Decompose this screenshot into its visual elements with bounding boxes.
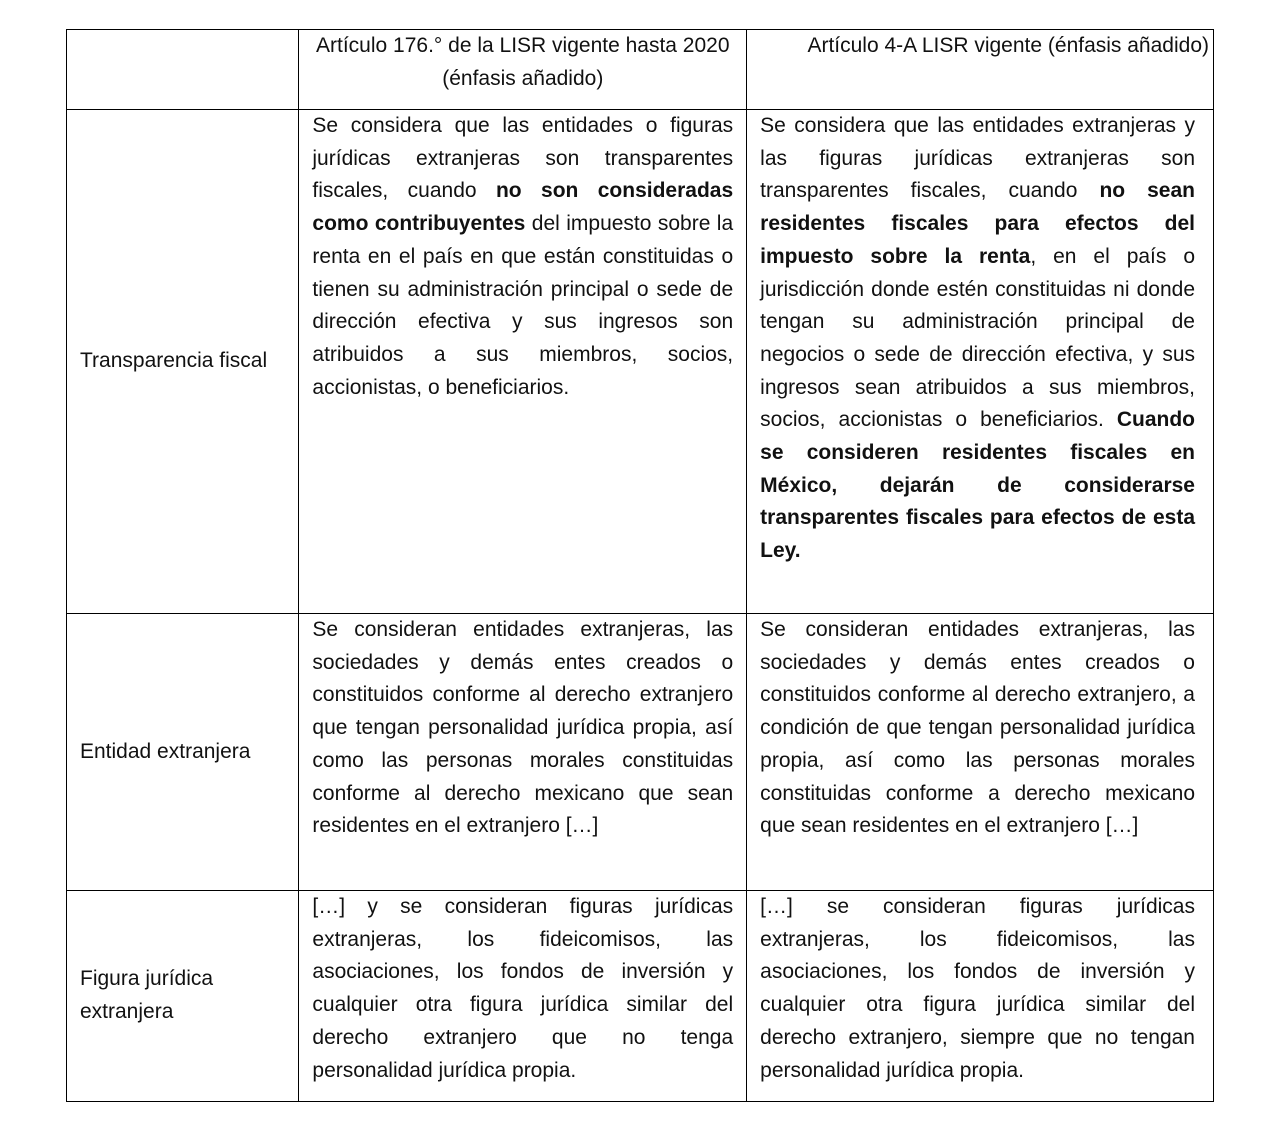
current-law-text: Se consideran entidades extranjeras, las sociedades y demás entes creados o constituidos conforme al derecho extranjero, a condición de que tengan personalidad jurídica propia, así como las personas morales constituidas conforme a derecho mexicano que sean residentes en el extranjero […] [747,614,1214,891]
emphasis-text: no sean residentes fiscales para efectos del impuesto sobre la renta [760,179,1195,268]
row-label: Entidad extranjera [67,614,299,891]
text-segment: Se considera que las entidades extranjeras y las figuras jurídicas extranjeras son transparentes fiscales, cuando [760,114,1195,203]
row-label: Transparencia fiscal [67,110,299,614]
header-current-law: Artículo 4-A LISR vigente (énfasis añadido) [747,30,1214,110]
header-old-law: Artículo 176.° de la LISR vigente hasta 2020 (énfasis añadido) [299,30,747,110]
text-segment: Se considera que las entidades o figuras jurídicas extranjeras son transparentes fiscales, cuando [312,114,734,203]
current-law-text [747,110,1214,614]
header-row [67,30,1214,110]
old-law-text [299,110,747,614]
comparison-table [66,29,1214,1102]
table-row-transparencia [67,110,1214,614]
table-row-figura [67,891,1214,1102]
header-empty-cell [67,30,299,110]
current-law-text: […] se consideran figuras jurídicas extranjeras, los fideicomisos, las asociaciones, los fondos de inversión y cualquier otra figura jurídica similar del derecho extranjero, siempre que no tengan personalidad jurídica propia. [747,891,1214,1102]
emphasis-text: no son consideradas como contribuyentes [312,179,734,236]
table-row-entidad [67,614,1214,891]
emphasis-text: Cuando se consideren residentes fiscales en México, dejarán de considerarse transparentes fiscales para efectos de esta Ley. [760,408,1195,563]
old-law-text: Se consideran entidades extranjeras, las sociedades y demás entes creados o constituidos conforme al derecho extranjero que tengan personalidad jurídica propia, así como las personas morales constituidas conforme al derecho mexicano que sean residentes en el extranjero […] [299,614,747,891]
text-segment: del impuesto sobre la renta en el país en que están constituidas o tienen su administración principal o sede de dirección efectiva y sus ingresos son atribuidos a sus miembros, socios, accionistas, o beneficiarios. [312,212,734,399]
old-law-text: […] y se consideran figuras jurídicas extranjeras, los fideicomisos, las asociaciones, los fondos de inversión y cualquier otra figura jurídica similar del derecho extranjero que no tenga personalidad jurídica propia. [299,891,747,1102]
row-label: Figura jurídica extranjera [67,891,299,1102]
text-segment: , en el país o jurisdicción donde estén constituidas ni donde tengan su administración principal de negocios o sede de dirección efectiva, y sus ingresos sean atribuidos a sus miembros, socios, accionistas o beneficiarios. [760,244,1195,432]
